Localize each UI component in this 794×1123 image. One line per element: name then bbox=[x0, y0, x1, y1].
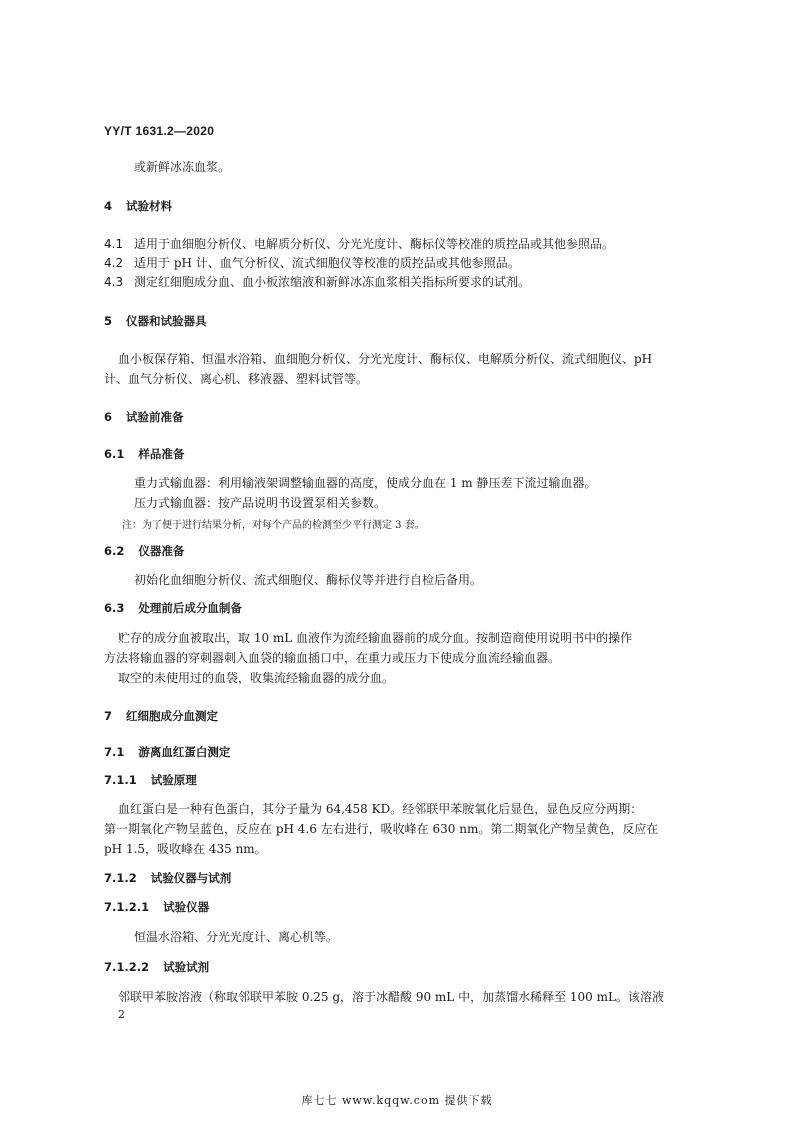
item-4-1: 4.1 适用于血细胞分析仪、电解质分析仪、分光光度计、酶标仪等校准的质控品或其他参照品。 bbox=[104, 237, 615, 251]
section-6-2-heading: 6.2 仪器准备 bbox=[104, 544, 185, 558]
section-title: 试验材料 bbox=[126, 199, 173, 213]
section-6-3-line: 方法将输血器的穿刺器刺入血袋的输血插口中，在重力或压力下使成分血流经输血器。 bbox=[104, 651, 561, 665]
section-6-1-heading: 6.1 样品准备 bbox=[104, 447, 185, 461]
section-7-1-2-1-heading: 7.1.2.1 试验仪器 bbox=[104, 900, 210, 914]
section-7-1-2-heading: 7.1.2 试验仪器与试剂 bbox=[104, 871, 232, 885]
download-footer: 库七七 www.kqqw.com 提供下载 bbox=[301, 1094, 493, 1107]
section-7-1-2-1-line: 恒温水浴箱、分光光度计、离心机等。 bbox=[134, 930, 339, 944]
section-7-1-heading: 7.1 游离血红蛋白测定 bbox=[104, 745, 231, 759]
item-4-3: 4.3 测定红细胞成分血、血小板浓缩液和新鲜冰冻血浆相关指标所要求的试剂。 bbox=[104, 275, 531, 289]
section-5-paragraph-line: 计、血气分析仪、离心机、移液器、塑料试管等。 bbox=[104, 372, 369, 386]
section-6-1-note: 注：为了便于进行结果分析，对每个产品的检测至少平行测定 3 套。 bbox=[122, 520, 425, 531]
section-6-3-line: 取空的未使用过的血袋，收集流经输血器的成分血。 bbox=[118, 671, 395, 685]
section-7-1-1-heading: 7.1.1 试验原理 bbox=[104, 773, 197, 787]
section-7-1-2-2-line: 邻联甲苯胺溶液（称取邻联甲苯胺 0.25 g，溶于冰醋酸 90 mL 中，加蒸馏水稀释至 100 mL。该溶液 bbox=[118, 990, 664, 1004]
section-6-2-line: 初始化血细胞分析仪、流式细胞仪、酶标仪等并进行自检后备用。 bbox=[134, 573, 483, 587]
page-number: 2 bbox=[118, 1008, 125, 1021]
section-6-1-line: 压力式输血器：按产品说明书设置泵相关参数。 bbox=[134, 496, 387, 510]
section-6-3-line: 贮存的成分血被取出，取 10 mL 血液作为流经输血器前的成分血。按制造商使用说明书中的操作 bbox=[118, 631, 633, 645]
section-7-1-1-line: 血红蛋白是一种有色蛋白，其分子量为 64,458 KD。经邻联甲苯胺氧化后显色，显色反应分两期： bbox=[118, 802, 643, 816]
section-number: 4 bbox=[104, 199, 113, 213]
section-6-1-line: 重力式输血器：利用输液架调整输血器的高度，使成分血在 1 m 静压差下流过输血器。 bbox=[134, 476, 597, 490]
section-4-heading bbox=[104, 198, 172, 214]
section-7-1-1-line: pH 1.5，吸收峰在 435 nm。 bbox=[104, 842, 267, 856]
section-5-heading: 5 仪器和试验器具 bbox=[104, 314, 207, 328]
section-6-heading: 6 试验前准备 bbox=[104, 410, 184, 424]
section-7-heading: 7 红细胞成分血测定 bbox=[104, 709, 219, 723]
section-5-paragraph-line: 血小板保存箱、恒温水浴箱、血细胞分析仪、分光光度计、酶标仪、电解质分析仪、流式细胞仪、pH bbox=[118, 352, 653, 366]
item-4-2: 4.2 适用于 pH 计、血气分析仪、流式细胞仪等校准的质控品或其他参照品。 bbox=[104, 256, 520, 270]
section-7-1-1-line: 第一期氧化产物呈蓝色，反应在 pH 4.6 左右进行，吸收峰在 630 nm。第二期氧化产物呈黄色，反应在 bbox=[104, 822, 659, 836]
continuation-text: 或新鲜冰冻血浆。 bbox=[134, 160, 231, 174]
standard-number: YY/T 1631.2—2020 bbox=[104, 124, 215, 138]
section-6-3-heading: 6.3 处理前后成分血制备 bbox=[104, 601, 242, 615]
section-7-1-2-2-heading: 7.1.2.2 试验试剂 bbox=[104, 960, 210, 974]
